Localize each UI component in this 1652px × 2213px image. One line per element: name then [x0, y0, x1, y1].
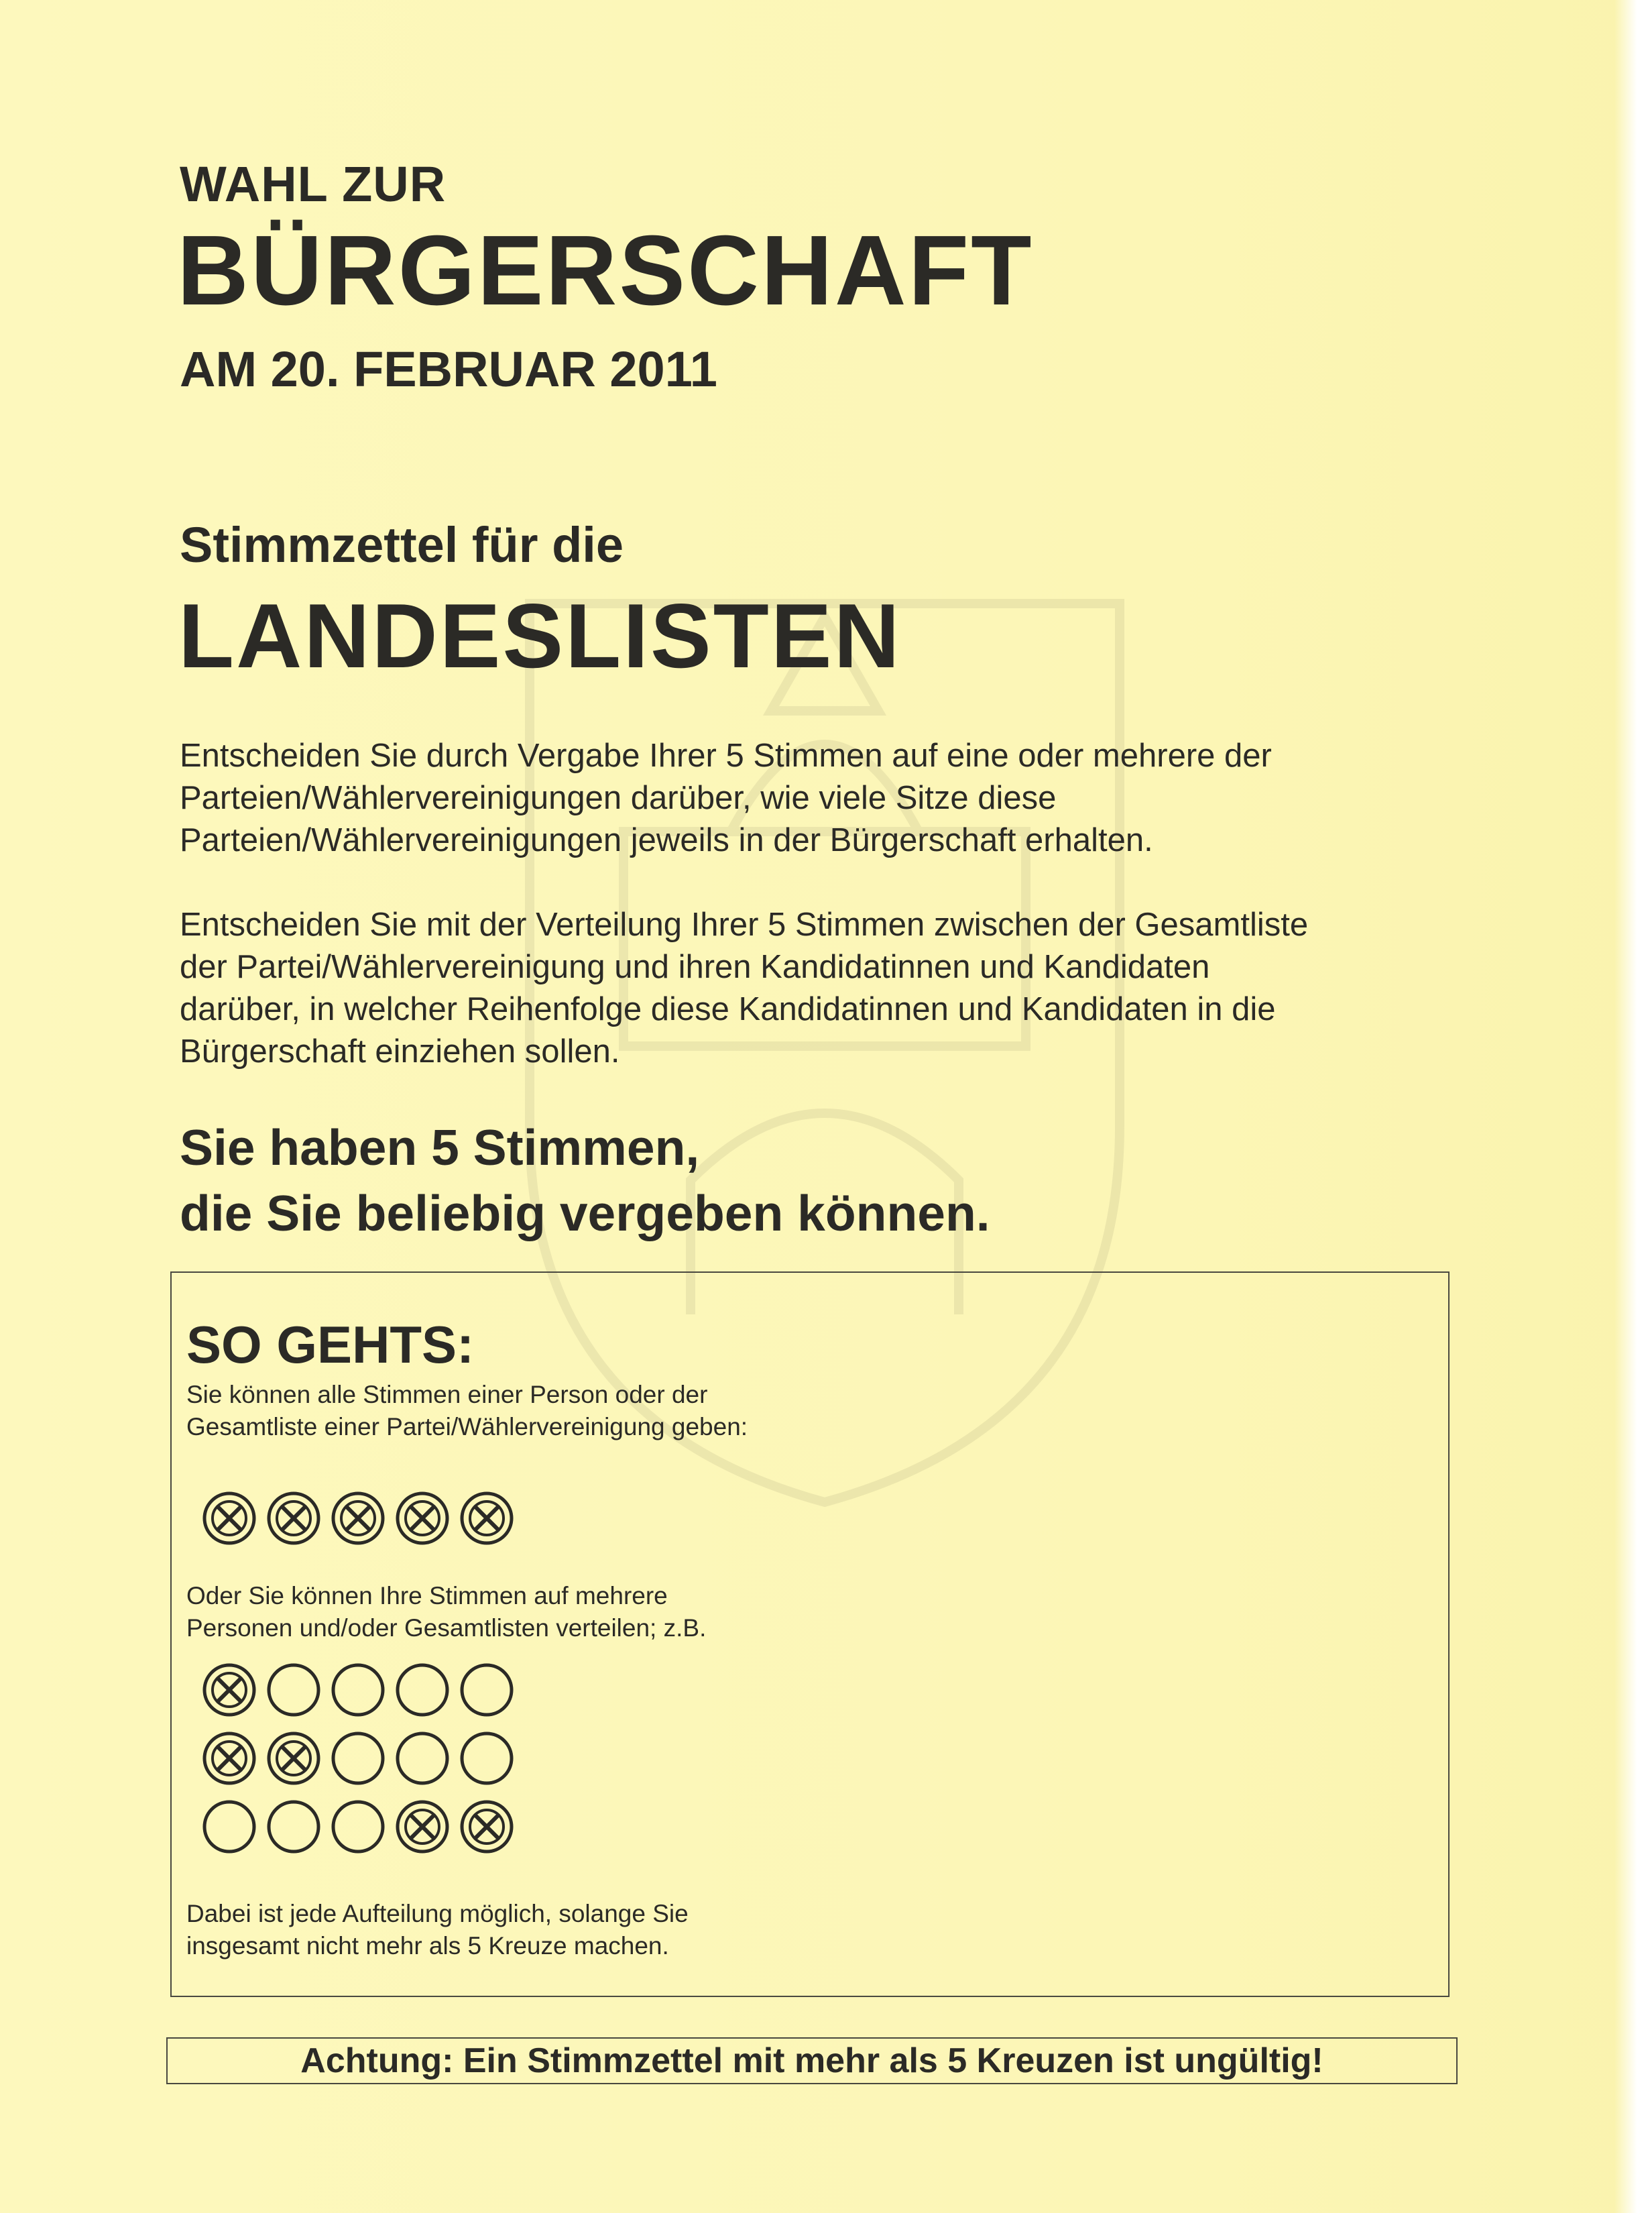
empty-circle-icon — [330, 1799, 386, 1855]
intro-p2-line: darüber, in welcher Reihenfolge diese Kandidatinnen und Kandidaten in die — [180, 991, 1276, 1027]
ballot-subtitle: Stimmzettel für die — [180, 517, 624, 573]
empty-circle-icon — [459, 1662, 515, 1718]
header-title: BÜRGERSCHAFT — [177, 215, 1034, 326]
howto-text-line: Gesamtliste einer Partei/Wählervereinigung geben: — [186, 1413, 748, 1440]
paper-edge — [1614, 0, 1652, 2213]
crossed-circle-icon — [459, 1490, 515, 1546]
example-row-split-1 — [201, 1662, 523, 1715]
votes-statement — [180, 1115, 990, 1246]
crossed-circle-icon — [394, 1799, 451, 1855]
howto-text-line: insgesamt nicht mehr als 5 Kreuze machen. — [186, 1932, 669, 1960]
crossed-circle-icon — [394, 1490, 451, 1546]
crossed-circle-icon — [459, 1799, 515, 1855]
header-line-1: WAHL ZUR — [180, 156, 447, 212]
intro-p2-line: der Partei/Wählervereinigung und ihren Kandidatinnen und Kandidaten — [180, 949, 1210, 985]
example-row-split-3 — [201, 1799, 523, 1852]
crossed-circle-icon — [330, 1490, 386, 1546]
warning-text: Achtung: Ein Stimmzettel mit mehr als 5 Kreuzen ist ungültig! — [300, 2041, 1323, 2080]
example-row-split-2 — [201, 1730, 523, 1784]
empty-circle-icon — [201, 1799, 257, 1855]
votes-line-1: Sie haben 5 Stimmen, — [180, 1119, 700, 1176]
empty-circle-icon — [266, 1799, 322, 1855]
intro-p1-line: Parteien/Wählervereinigungen darüber, wie viele Sitze diese — [180, 780, 1057, 816]
crossed-circle-icon — [201, 1662, 257, 1718]
intro-paragraph-2 — [180, 904, 1454, 1073]
crossed-circle-icon — [266, 1730, 322, 1786]
howto-text-3 — [186, 1898, 689, 1962]
empty-circle-icon — [459, 1730, 515, 1786]
crossed-circle-icon — [266, 1490, 322, 1546]
election-date: AM 20. FEBRUAR 2011 — [180, 341, 717, 397]
howto-title: SO GEHTS: — [186, 1315, 475, 1374]
ballot-title: LANDESLISTEN — [178, 585, 902, 687]
intro-p1-line: Parteien/Wählervereinigungen jeweils in der Bürgerschaft erhalten. — [180, 822, 1153, 858]
intro-p2-line: Bürgerschaft einziehen sollen. — [180, 1033, 620, 1070]
empty-circle-icon — [394, 1662, 451, 1718]
votes-line-2: die Sie beliebig vergeben können. — [180, 1185, 990, 1241]
howto-text-line: Dabei ist jede Aufteilung möglich, solange Sie — [186, 1900, 689, 1927]
intro-p1-line: Entscheiden Sie durch Vergabe Ihrer 5 Stimmen auf eine oder mehrere der — [180, 738, 1272, 774]
crossed-circle-icon — [201, 1490, 257, 1546]
crossed-circle-icon — [201, 1730, 257, 1786]
empty-circle-icon — [330, 1730, 386, 1786]
howto-text-line: Sie können alle Stimmen einer Person oder der — [186, 1381, 708, 1408]
howto-text-1 — [186, 1379, 748, 1443]
example-row-all — [201, 1490, 523, 1544]
intro-p2-line: Entscheiden Sie mit der Verteilung Ihrer 5 Stimmen zwischen der Gesamtliste — [180, 907, 1309, 943]
howto-text-2 — [186, 1580, 706, 1644]
empty-circle-icon — [266, 1662, 322, 1718]
howto-text-line: Oder Sie können Ihre Stimmen auf mehrere — [186, 1582, 668, 1609]
empty-circle-icon — [394, 1730, 451, 1786]
empty-circle-icon — [330, 1662, 386, 1718]
intro-paragraph-1 — [180, 735, 1454, 862]
howto-text-line: Personen und/oder Gesamtlisten verteilen; z.B. — [186, 1614, 707, 1642]
